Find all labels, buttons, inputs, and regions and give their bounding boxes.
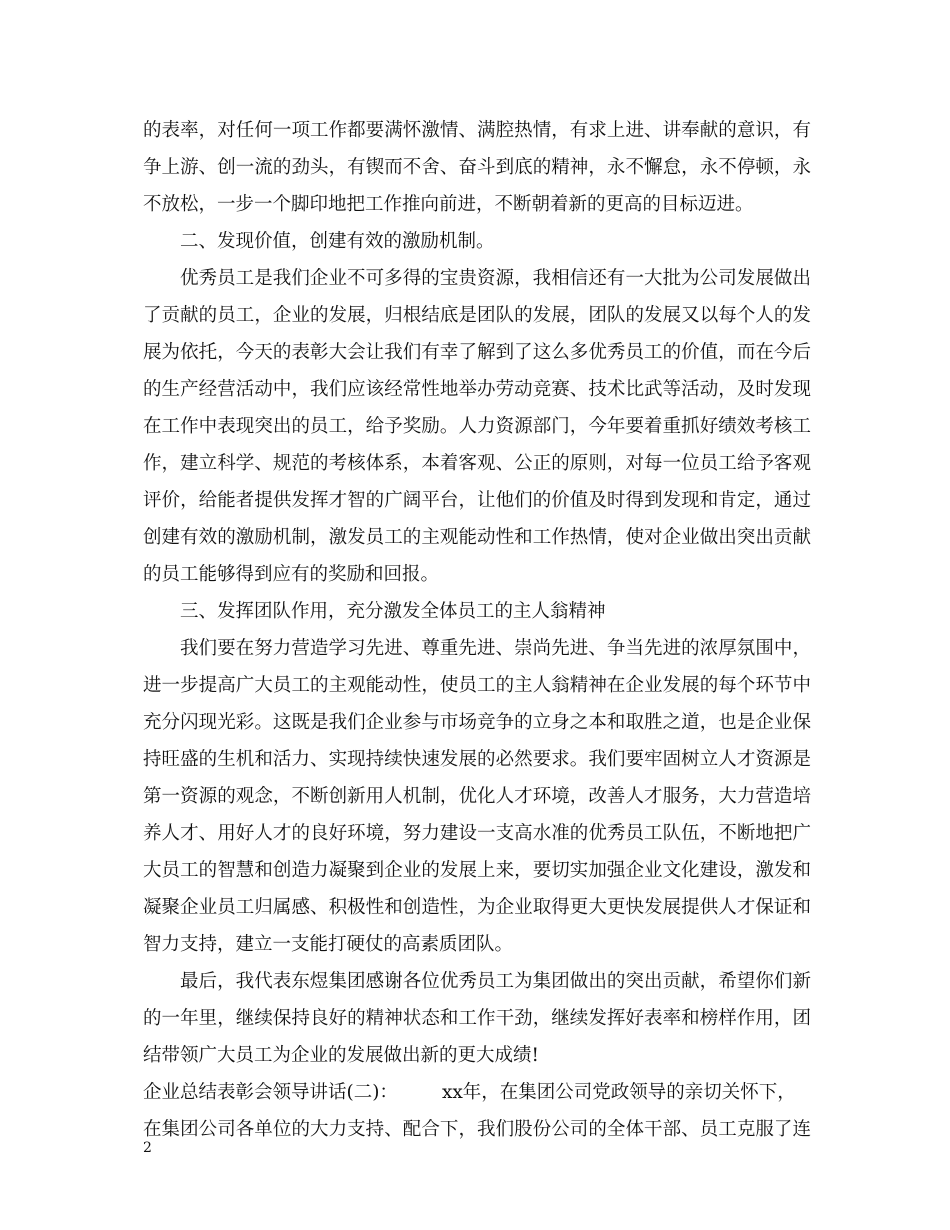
text-line: 第一资源的观念，不断创新用人机制，优化人才环境，改善人才服务，大力营造培 (143, 786, 811, 807)
page-number: 2 (143, 1140, 152, 1156)
text-line: 大员工的智慧和创造力凝聚到企业的发展上来，要切实加强企业文化建设，激发和 (143, 860, 811, 881)
part-two-heading: 企业总结表彰会领导讲话(二)： (143, 1082, 398, 1103)
text-line: 结带领广大员工为企业的发展做出新的更大成绩! (143, 1045, 539, 1066)
text-line: 在工作中表现突出的员工，给予奖励。人力资源部门，今年要着重抓好绩效考核工 (143, 416, 811, 437)
section-heading: 二、发现价值，创建有效的激励机制。 (180, 231, 495, 252)
text-line: 养人才、用好人才的良好环境，努力建设一支高水准的优秀员工队伍，不断地把广 (143, 823, 811, 844)
text-line: 创建有效的激励机制，激发员工的主观能动性和工作热情，使对企业做出突出贡献 (143, 527, 811, 548)
text-line: 最后，我代表东煜集团感谢各位优秀员工为集团做出的突出贡献，希望你们新 (180, 971, 811, 992)
text-line: 的一年里，继续保持良好的精神状态和工作干劲，继续发挥好表率和榜样作用，团 (143, 1008, 811, 1029)
text-line: 不放松，一步一个脚印地把工作推向前进，不断朝着新的更高的目标迈进。 (143, 194, 754, 215)
text-line: 智力支持，建立一支能打硬仗的高素质团队。 (143, 934, 514, 955)
part-two-heading-line (143, 1082, 811, 1104)
text-line: 的表率，对任何一项工作都要满怀激情、满腔热情，有求上进、讲奉献的意识，有 (143, 120, 811, 141)
text-line: 我们要在努力营造学习先进、尊重先进、崇尚先进、争当先进的浓厚氛围中， (180, 638, 811, 659)
part-two-intro: xx年，在集团公司党政领导的亲切关怀下， (441, 1082, 796, 1103)
text-line: 持旺盛的生机和活力、实现持续快速发展的必然要求。我们要牢固树立人才资源是 (143, 749, 811, 770)
text-line: 的生产经营活动中，我们应该经常性地举办劳动竞赛、技术比武等活动，及时发现 (143, 379, 811, 400)
text-line: 评价，给能者提供发挥才智的广阔平台，让他们的价值及时得到发现和肯定，通过 (143, 490, 811, 511)
text-line: 凝聚企业员工归属感、积极性和创造性，为企业取得更大更快发展提供人才保证和 (143, 897, 811, 918)
text-line: 了贡献的员工，企业的发展，归根结底是团队的发展，团队的发展又以每个人的发 (143, 305, 811, 326)
text-line: 作，建立科学、规范的考核体系，本着客观、公正的原则，对每一位员工给予客观 (143, 453, 811, 474)
text-line: 进一步提高广大员工的主观能动性，使员工的主人翁精神在企业发展的每个环节中 (143, 675, 811, 696)
text-line: 优秀员工是我们企业不可多得的宝贵资源，我相信还有一大批为公司发展做出 (180, 268, 811, 289)
text-line: 争上游、创一流的劲头，有锲而不舍、奋斗到底的精神，永不懈怠，永不停顿，永 (143, 157, 811, 178)
text-line: 展为依托，今天的表彰大会让我们有幸了解到了这么多优秀员工的价值，而在今后 (143, 342, 811, 363)
section-heading: 三、发挥团队作用，充分激发全体员工的主人翁精神 (180, 601, 606, 622)
text-line: 在集团公司各单位的大力支持、配合下，我们股份公司的全体干部、员工克服了连 (143, 1119, 811, 1140)
text-line: 的员工能够得到应有的奖励和回报。 (143, 564, 440, 585)
text-line: 充分闪现光彩。这既是我们企业参与市场竞争的立身之本和取胜之道，也是企业保 (143, 712, 811, 733)
